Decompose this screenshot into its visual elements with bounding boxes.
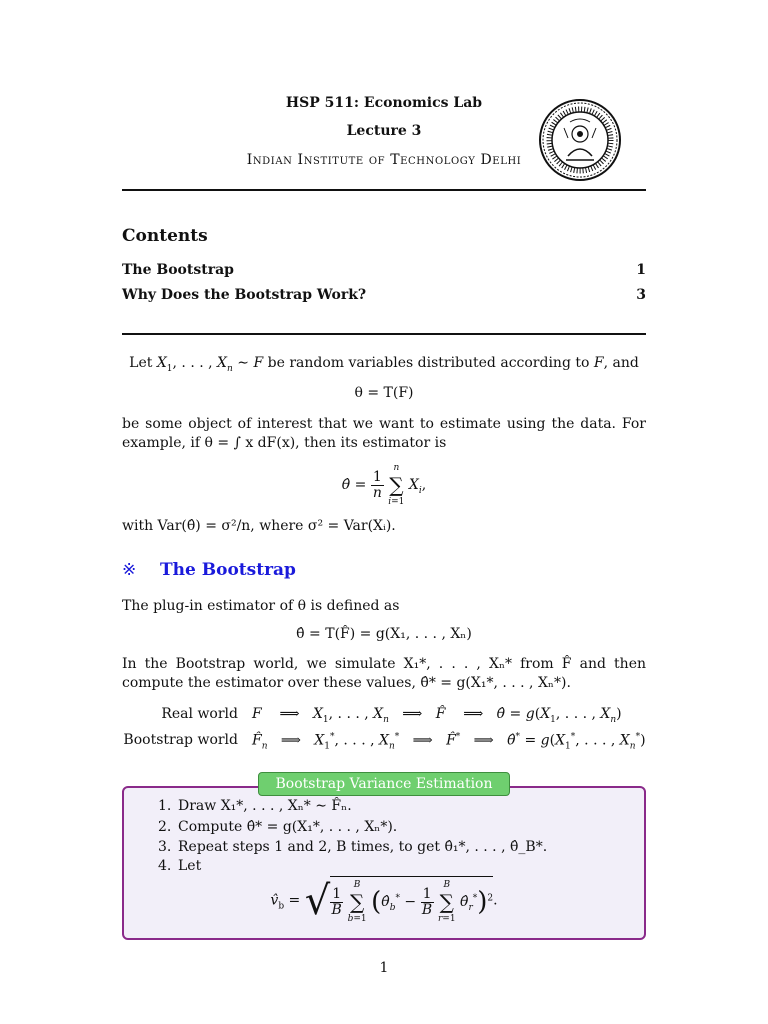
contents-heading: Contents: [122, 226, 208, 246]
toc-entry-title: Why Does the Bootstrap Work?: [122, 287, 367, 303]
lecture-title: Lecture 3: [346, 123, 422, 139]
sqrt-body: $\frac{1}{B}$ B ∑ b=1 ($\thetâ_b^*$ − $\frac{1}{B}$ B ∑ r=1 $\thetâ_r^*)^2$: [330, 876, 493, 925]
bootstrap-world-label: Bootstrap world: [123, 732, 238, 748]
bootstrap-paragraph: In the Bootstrap world, we simulate X₁*, . . . , Xₙ* from F̂ and then compute the estimator over these values, θ̂* = g(X₁*, . . . , Xₙ*).: [122, 656, 646, 691]
toc-entry-the-bootstrap[interactable]: [122, 262, 646, 278]
algorithm-step: 4. Let: [158, 858, 202, 874]
variance-estimate-equation: $v̂_b$ = √ $\frac{1}{B}$ B ∑ b=1 ($\thetâ_b^*$ − $\frac{1}{B}$ B ∑ r=1 $\thetâ_r^*)^2$.: [270, 877, 498, 924]
toc-entry-page: 3: [636, 287, 646, 303]
contents-rule: [122, 333, 646, 335]
intro-paragraph: be some object of interest that we want to estimate using the data. For example, if θ = ∫ x dF(x), then its estimator is: [122, 416, 646, 451]
real-world-label: Real world: [161, 706, 238, 722]
sqrt-symbol: √: [304, 877, 331, 924]
real-world-chain: F ⟹ $X_1$, . . . , $X_n$ ⟹ F̂ ⟹ θ̂ = $g(X_1$, . . . , $X_n$): [252, 706, 622, 725]
estimator-equation: θ̂ = $\frac{1}{n}$ n ∑ i=1 $X_i$,: [341, 463, 427, 507]
algorithm-step: 3. Repeat steps 1 and 2, B times, to get θ̂₁*, . . . , θ̂_B*.: [158, 839, 548, 855]
toc-entry-title: The Bootstrap: [122, 262, 234, 278]
algorithm-step: 1. Draw X₁*, . . . , Xₙ* ∼ F̂ₙ.: [158, 798, 352, 814]
sum-operator: n ∑ i=1: [388, 463, 405, 507]
section-heading-the-bootstrap[interactable]: ※ The Bootstrap: [122, 560, 296, 580]
page-number: 1: [379, 960, 389, 976]
section-mark-icon: ※: [122, 560, 137, 580]
intro-line: Let $X_1$, . . . , $X_n$ ∼ F be random variables distributed according to F, and: [129, 355, 639, 374]
algorithm-step: 2. Compute θ̂* = g(X₁*, . . . , Xₙ*).: [158, 819, 398, 835]
plugin-equation: θ̂ = T(F̂) = g(X₁, . . . , Xₙ): [296, 626, 472, 642]
plugin-text: The plug-in estimator of θ is defined as: [122, 598, 400, 614]
toc-entry-page: 1: [636, 262, 646, 278]
toc-entry-why-bootstrap-works[interactable]: [122, 287, 646, 303]
variance-line: with Var(θ̂) = σ²/n, where σ² = Var(Xᵢ).: [122, 518, 396, 534]
iit-delhi-seal-icon: [538, 98, 622, 182]
fraction-one-over-n: $\frac{1}{n}$: [372, 468, 382, 501]
course-title: HSP 511: Economics Lab: [285, 95, 483, 111]
header-rule: [122, 189, 646, 191]
institute-name: Indian Institute of Technology Delhi: [246, 152, 522, 168]
bootstrap-world-chain: $F̂_n$ ⟹ $X_1^*$, . . . , $X_n^*$ ⟹ F̂* ⟹ θ̂* = $g(X_1^*$, . . . , $X_n^*$): [252, 732, 646, 752]
algorithm-box-title: Bootstrap Variance Estimation: [258, 772, 510, 796]
theta-equation: θ = T(F): [354, 385, 414, 401]
